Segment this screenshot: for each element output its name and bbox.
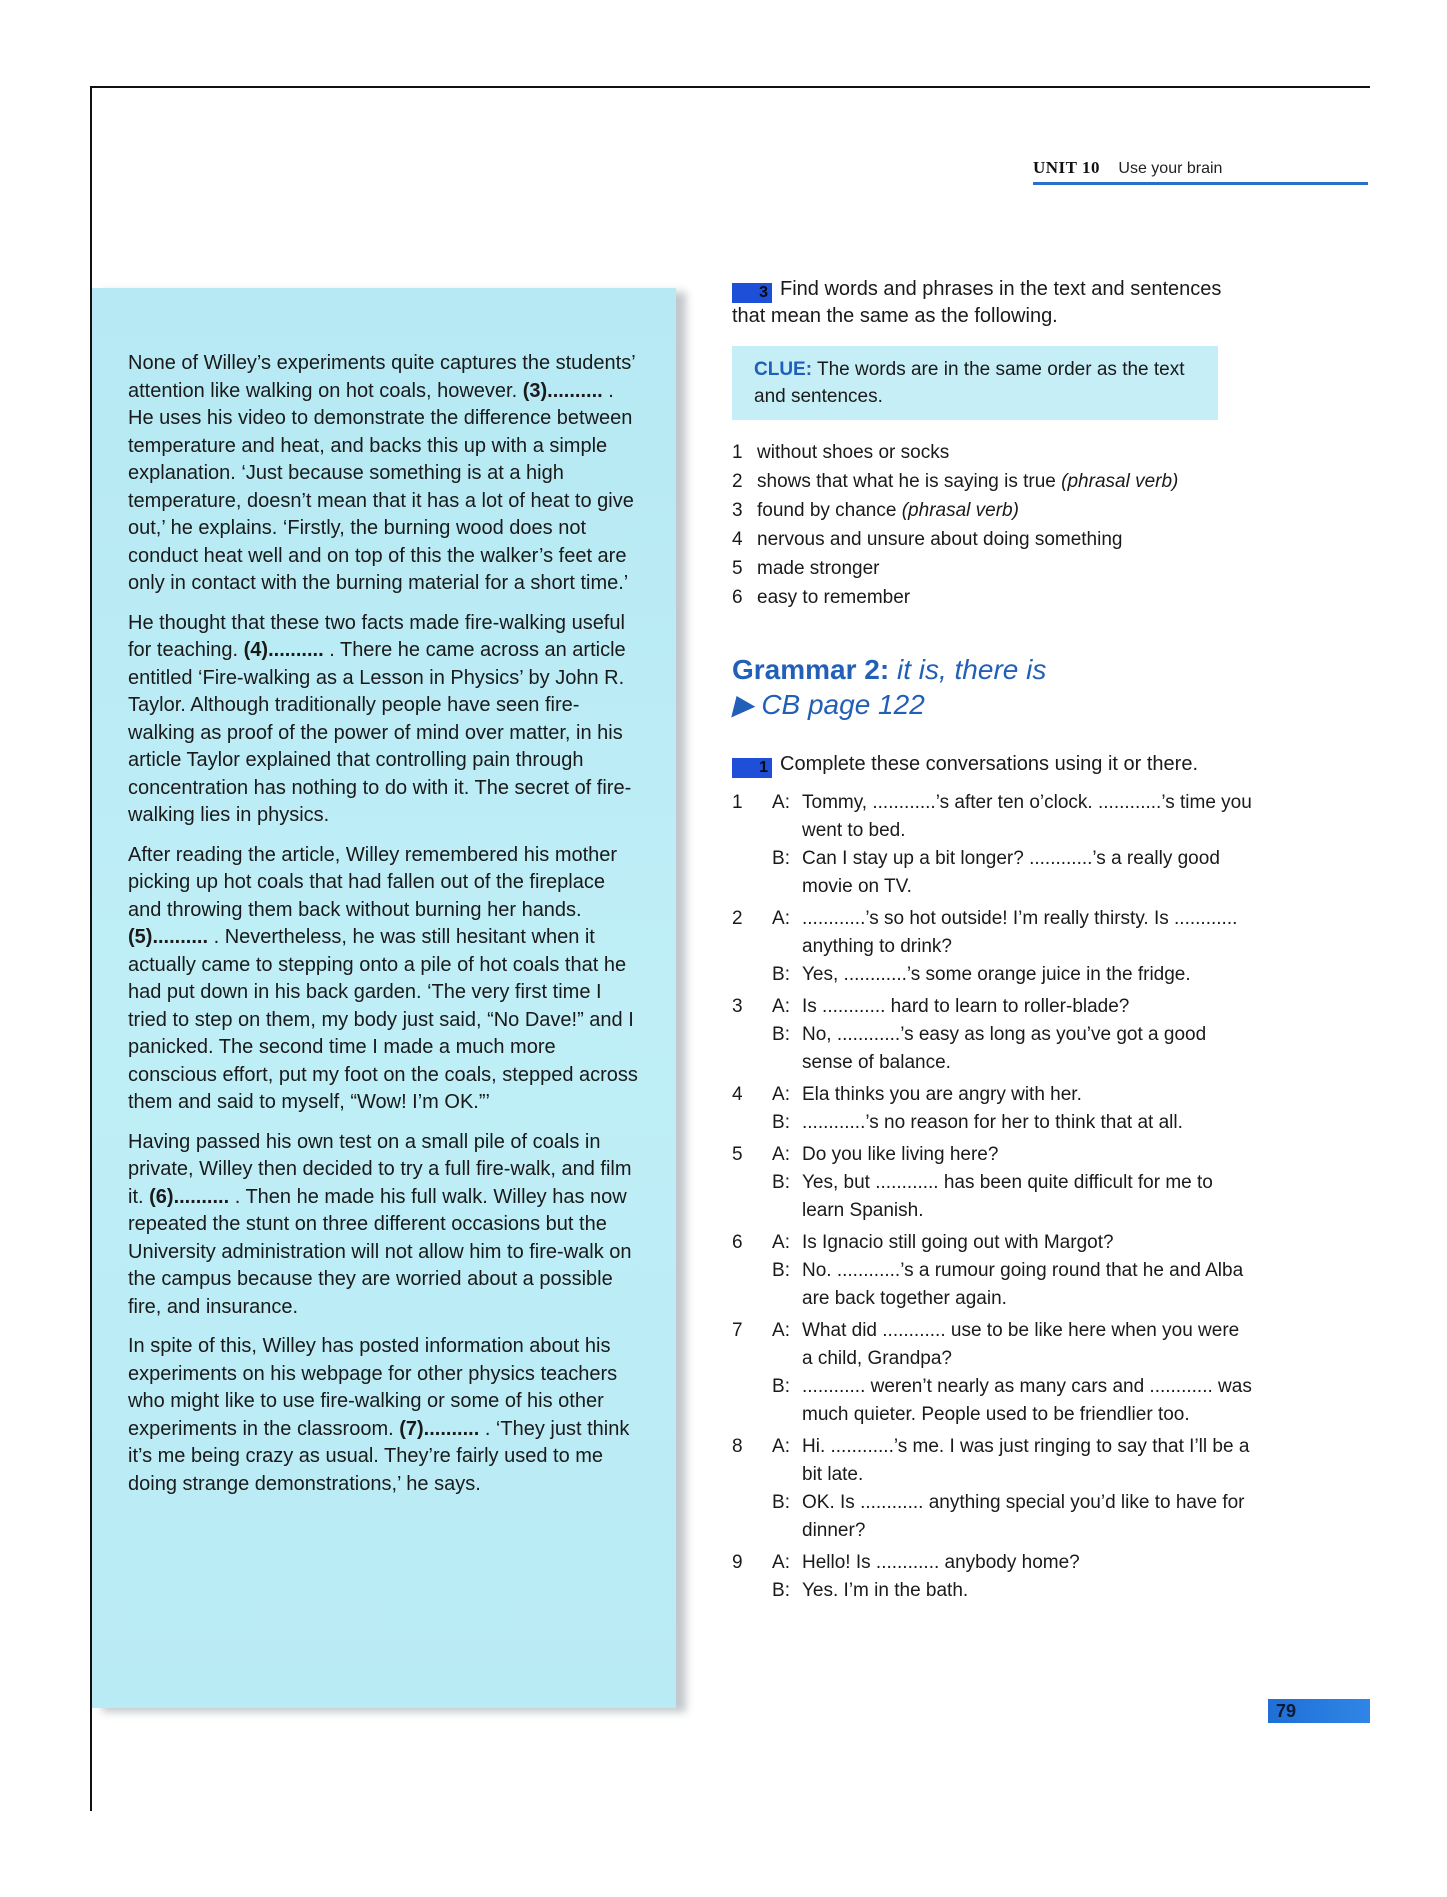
item-text: nervous and unsure about doing something [757, 529, 1123, 550]
exercise-number-badge: 1 [732, 758, 772, 778]
gap-marker: (3).......... [522, 379, 603, 402]
dialogue-text: No, ............’s easy as long as you’ve got a good sense of balance. [802, 1024, 1207, 1073]
item-number: 1 [732, 442, 743, 463]
unit-title: Use your brain [1118, 160, 1223, 177]
gap-marker: (6).......... [149, 1185, 230, 1208]
conversation-lines [752, 789, 1252, 901]
list-item [732, 554, 1252, 583]
speaker-label: B: [772, 1024, 790, 1045]
dialogue-text: Hi. ............’s me. I was just ringing to say that I’ll be a bit late. [802, 1436, 1250, 1485]
speaker-label: B: [772, 964, 790, 985]
speaker-label: A: [772, 1436, 790, 1457]
reading-text [128, 350, 640, 1510]
item-text: without shoes or socks [757, 442, 950, 463]
conversation-item [732, 1549, 1252, 1605]
gap-marker: (4).......... [243, 639, 324, 661]
unit-number: UNIT 10 [1033, 158, 1100, 177]
speaker-label: A: [772, 792, 790, 813]
clue-label: CLUE: [754, 359, 813, 380]
speaker-label: A: [772, 1084, 790, 1105]
dialogue-line [752, 993, 1252, 1021]
conversation-item [732, 905, 1252, 989]
exercise-3-list [732, 438, 1252, 612]
conversation-lines [752, 993, 1252, 1077]
conversation-lines [752, 1317, 1252, 1429]
exercise-1-instruction [732, 750, 1252, 779]
speaker-label: B: [772, 1260, 790, 1281]
dialogue-line [752, 845, 1252, 901]
paragraph-text: . He uses his video to demonstrate the difference between temperature and heat, and backs this up with a simple explanation. ‘Just because something is at a high temperature, doesn’t mean that it has a lot of heat to give out,’ he explains. ‘Firstly, the burning wood does not conduct heat well and on top of this the walker’s feet are only in contact with the burning material for a short time.’ [128, 379, 634, 594]
dialogue-text: Tommy, ............’s after ten o’clock. ............’s time you went to bed. [802, 792, 1252, 841]
dialogue-line [752, 905, 1252, 961]
item-text: found by chance [757, 500, 897, 521]
item-number: 3 [732, 500, 743, 521]
dialogue-text: ............’s so hot outside! I’m really thirsty. Is ............ anything to drink? [802, 908, 1238, 957]
speaker-label: B: [772, 1492, 790, 1513]
speaker-label: A: [772, 1232, 790, 1253]
dialogue-line [752, 1169, 1252, 1225]
speaker-label: B: [772, 1580, 790, 1601]
instruction-text: Find words and phrases in the text and sentences that mean the same as the following. [732, 278, 1222, 327]
paragraph-text: He thought that these two facts made fire-walking useful for teaching. [128, 611, 625, 661]
grammar-topic: it is, there is [896, 654, 1047, 685]
dialogue-text: ............ weren’t nearly as many cars and ............ was much quieter. People used to be friendlier too. [802, 1376, 1252, 1425]
conversation-number: 8 [732, 1436, 743, 1457]
speaker-label: A: [772, 996, 790, 1017]
dialogue-line [752, 1109, 1252, 1137]
conversation-lines [752, 1141, 1252, 1225]
conversation-item [732, 993, 1252, 1077]
dialogue-line [752, 1229, 1252, 1257]
header-rule [1033, 182, 1368, 185]
conversation-lines [752, 1549, 1252, 1605]
dialogue-line [752, 1373, 1252, 1429]
conversation-number: 4 [732, 1084, 743, 1105]
item-text: shows that what he is saying is true [757, 471, 1056, 492]
gap-marker: (5).......... [128, 926, 209, 948]
dialogue-line [752, 1489, 1252, 1545]
coursebook-reference: ▶ CB page 122 [732, 689, 925, 720]
speaker-label: B: [772, 1376, 790, 1397]
instruction-text: Complete these conversations using it or there. [780, 753, 1198, 775]
paragraph-text: In spite of this, Willey has posted information about his experiments on his webpage for other physics teachers who might like to use fire-walking or some of his other experiments in the classroom. [128, 1335, 618, 1440]
list-item [732, 496, 1252, 525]
dialogue-line [752, 1081, 1252, 1109]
item-number: 5 [732, 558, 743, 579]
paragraph-text: None of Willey’s experiments quite captures the students’ attention like walking on hot coals, however. [128, 352, 635, 402]
paragraph-text: . Then he made his full walk. Willey has now repeated the stunt on three different occasions but the University administration will not allow him to fire-walk on the campus because they are worried about a possible fire, and insurance. [128, 1185, 632, 1318]
conversation-number: 3 [732, 996, 743, 1017]
unit-header [1033, 158, 1368, 178]
paragraph-text: . Nevertheless, he was still hesitant when it actually came to stepping onto a pile of hot coals that he had put down in his back garden. ‘The very first time I tried to step on them, my body just said, “No Dave!” and I panicked. The second time I made a much more conscious effort, put my foot on the coals, stepped across them and said to myself, “Wow! I’m OK.”’ [128, 926, 638, 1113]
dialogue-line [752, 1577, 1252, 1605]
dialogue-text: Yes. I’m in the bath. [802, 1580, 969, 1601]
item-number: 2 [732, 471, 743, 492]
clue-box [732, 346, 1218, 420]
conversation-item [732, 1229, 1252, 1313]
conversation-number: 5 [732, 1144, 743, 1165]
speaker-label: A: [772, 1320, 790, 1341]
conversation-lines [752, 1433, 1252, 1545]
conversation-lines [752, 905, 1252, 989]
item-number: 6 [732, 587, 743, 608]
dialogue-text: OK. Is ............ anything special you’d like to have for dinner? [802, 1492, 1245, 1541]
item-text: easy to remember [757, 587, 911, 608]
clue-text: The words are in the same order as the text and sentences. [754, 359, 1185, 407]
dialogue-text: Is Ignacio still going out with Margot? [802, 1232, 1114, 1253]
conversation-item [732, 1141, 1252, 1225]
item-number: 4 [732, 529, 743, 550]
reading-paragraph [128, 610, 640, 830]
reading-paragraph [128, 350, 640, 598]
exercise-number-badge: 3 [732, 283, 772, 303]
dialogue-line [752, 1317, 1252, 1373]
conversation-number: 2 [732, 908, 743, 929]
conversation-number: 9 [732, 1552, 743, 1573]
list-item [732, 467, 1252, 496]
dialogue-text: Ela thinks you are angry with her. [802, 1084, 1082, 1105]
list-item [732, 525, 1252, 554]
dialogue-text: Is ............ hard to learn to roller-blade? [802, 996, 1130, 1017]
dialogue-line [752, 1549, 1252, 1577]
conversation-item [732, 1433, 1252, 1545]
dialogue-line [752, 1257, 1252, 1313]
page-number: 79 [1268, 1699, 1370, 1723]
dialogue-text: Do you like living here? [802, 1144, 999, 1165]
list-item [732, 438, 1252, 467]
speaker-label: A: [772, 1552, 790, 1573]
paragraph-text: . There he came across an article entitled ‘Fire-walking as a Lesson in Physics’ by John R. Taylor. Although traditionally people have seen fire-walking as proof of the power of mind over matter, in his article Taylor explained that controlling pain through concentration has nothing to do with it. The secret of fire-walking lies in physics. [128, 639, 632, 826]
speaker-label: B: [772, 1112, 790, 1133]
paragraph-text: Having passed his own test on a small pile of coals in private, Willey then decided to try a full fire-walk, and film it. [128, 1130, 632, 1208]
conversation-number: 1 [732, 792, 743, 813]
conversation-item [732, 1317, 1252, 1429]
conversation-item [732, 789, 1252, 901]
dialogue-text: No. ............’s a rumour going round that he and Alba are back together again. [802, 1260, 1244, 1309]
dialogue-line [752, 1141, 1252, 1169]
reading-paragraph [128, 1129, 640, 1322]
dialogue-text: Hello! Is ............ anybody home? [802, 1552, 1080, 1573]
page-top-rule [90, 86, 1370, 88]
dialogue-text: Can I stay up a bit longer? ............’s a really good movie on TV. [802, 848, 1220, 897]
item-note: (phrasal verb) [1061, 471, 1179, 492]
dialogue-text: ............’s no reason for her to think that at all. [802, 1112, 1183, 1133]
grammar-heading [732, 652, 1252, 687]
gap-marker: (7).......... [399, 1417, 480, 1440]
conversation-lines [752, 1229, 1252, 1313]
exercise-3-instruction [732, 276, 1252, 330]
reading-paragraph [128, 842, 640, 1117]
conversation-lines [752, 1081, 1252, 1137]
speaker-label: B: [772, 1172, 790, 1193]
dialogue-text: What did ............ use to be like here when you were a child, Grandpa? [802, 1320, 1240, 1369]
conversation-list [732, 789, 1252, 1605]
item-note: (phrasal verb) [901, 500, 1019, 521]
item-text: made stronger [757, 558, 880, 579]
dialogue-text: Yes, ............’s some orange juice in the fridge. [802, 964, 1191, 985]
dialogue-text: Yes, but ............ has been quite difficult for me to learn Spanish. [802, 1172, 1213, 1221]
conversation-number: 7 [732, 1320, 743, 1341]
conversation-item [732, 1081, 1252, 1137]
exercises-column [732, 276, 1252, 1609]
speaker-label: A: [772, 1144, 790, 1165]
conversation-number: 6 [732, 1232, 743, 1253]
dialogue-line [752, 1433, 1252, 1489]
list-item [732, 583, 1252, 612]
dialogue-line [752, 1021, 1252, 1077]
grammar-label: Grammar 2: [732, 654, 890, 685]
dialogue-line [752, 961, 1252, 989]
reading-paragraph [128, 1333, 640, 1498]
dialogue-line [752, 789, 1252, 845]
speaker-label: B: [772, 848, 790, 869]
speaker-label: A: [772, 908, 790, 929]
paragraph-text: After reading the article, Willey remembered his mother picking up hot coals that had fallen out of the fireplace and throwing them back without burning her hands. [128, 843, 618, 921]
paragraph-text: . ‘They just think it’s me being crazy as usual. They’re fairly used to me doing strange demonstrations,’ he says. [128, 1417, 630, 1495]
